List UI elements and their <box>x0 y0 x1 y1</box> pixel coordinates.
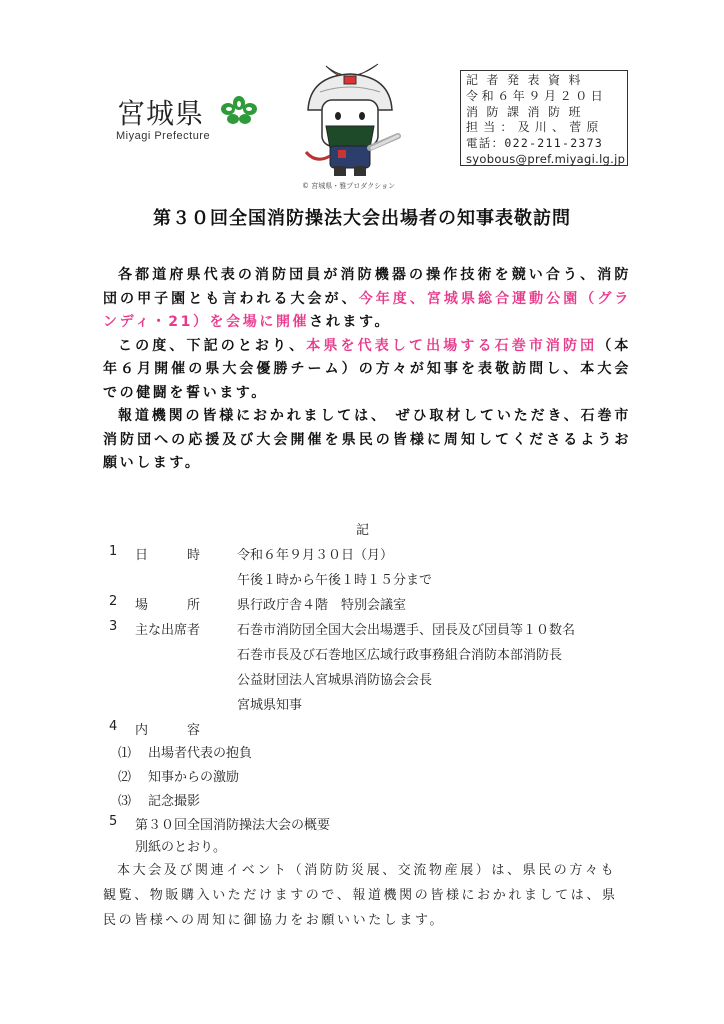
content-item-text: 知事からの激励 <box>148 770 240 785</box>
press-email[interactable]: syobous@pref.miyagi.lg.jp <box>466 151 626 166</box>
attendees-number: 3 <box>109 619 118 634</box>
attendee-item: 石巻市長及び石巻地区広域行政事務組合消防本部消防長 <box>237 648 563 663</box>
paragraph-1-end: されます。 <box>309 314 392 330</box>
overview-label: 第３０回全国消防操法大会の概要 <box>135 818 331 833</box>
mascot-copyright: © 宮城県・雅プロダクション <box>302 182 396 190</box>
closing-paragraph: 本大会及び関連イベント（消防防災展、交流物産展）は、県民の方々も観覧、物販購入いただけますので、報道機関の皆様におかれましては、県民の皆様への周知に御協力をお願いいたします。 <box>103 863 618 928</box>
content-item-text: 記念撮影 <box>148 794 201 809</box>
attendee-item: 石巻市消防団全国大会出場選手、団長及び団員等１０数名 <box>237 623 576 638</box>
body-text <box>103 264 631 476</box>
attendee-item: 宮城県知事 <box>237 698 303 713</box>
overview-value: 別紙のとおり。 <box>135 840 227 855</box>
attendees-label: 主な出席者 <box>135 623 201 638</box>
content-number: 4 <box>109 719 118 734</box>
press-release-box <box>460 70 628 166</box>
paragraph-2-end: （本年６月開催の県大会優勝チーム）の方々が知事を表敬訪問し、本大会での健闘を誓います。 <box>103 337 631 401</box>
prefecture-logo-english: Miyagi Prefecture <box>116 130 211 142</box>
paragraph-2-text: この度、下記のとおり、 <box>118 337 307 354</box>
place-value: 県行政庁舎４階 特別会議室 <box>237 598 407 613</box>
overview-number: 5 <box>109 814 118 829</box>
content-item-mark: ⑴ <box>118 746 132 761</box>
press-date: 令和６年９月２０日 <box>466 88 607 103</box>
document-title: 第３０回全国消防操法大会出場者の知事表敬訪問 <box>153 208 571 229</box>
closing-text <box>103 858 631 933</box>
paragraph-3: 報道機関の皆様におかれましては、 ぜひ取材していただき、石巻市消防団への応援及び大会開催を県民の皆様に周知してくださるようお願いします。 <box>103 408 631 471</box>
paragraph-1-highlight: 今年度、宮城県総合運動公園（グランディ・21）を会場に開催 <box>103 290 631 330</box>
paragraph-2 <box>103 335 631 406</box>
place-number: 2 <box>109 594 118 609</box>
content-label: 内 容 <box>135 723 201 738</box>
press-contact-person: 担当：及川、菅原 <box>466 120 604 135</box>
date-number: 1 <box>109 544 118 559</box>
hagi-leaf-logo-icon <box>218 94 260 126</box>
prefecture-logo-text: 宮城県 <box>117 97 205 130</box>
paragraph-2-highlight: 本県を代表して出場する石巻市消防団 <box>306 337 598 354</box>
press-phone: 電話：022-211-2373 <box>466 136 604 151</box>
mascot-firefighter-illustration <box>286 52 414 180</box>
content-item-mark: ⑶ <box>118 794 132 809</box>
content-item-mark: ⑵ <box>118 770 132 785</box>
place-label: 場 所 <box>135 598 201 613</box>
time-value: 午後１時から午後１時１５分まで <box>237 573 433 588</box>
content-item-text: 出場者代表の抱負 <box>148 746 253 761</box>
paragraph-1-text: 各都道府県代表の消防団員が消防機器の操作技術を競い合う、消防団の甲子園とも言われる大会が、 <box>103 267 631 307</box>
date-label: 日 時 <box>135 548 201 563</box>
paragraph-1 <box>103 264 631 335</box>
date-value: 令和６年９月３０日（月） <box>237 548 394 563</box>
ki-heading: 記 <box>356 523 370 538</box>
press-label: 記者発表資料 <box>466 73 590 87</box>
press-department: 消防課消防班 <box>466 104 590 119</box>
attendee-item: 公益財団法人宮城県消防協会会長 <box>237 673 433 688</box>
